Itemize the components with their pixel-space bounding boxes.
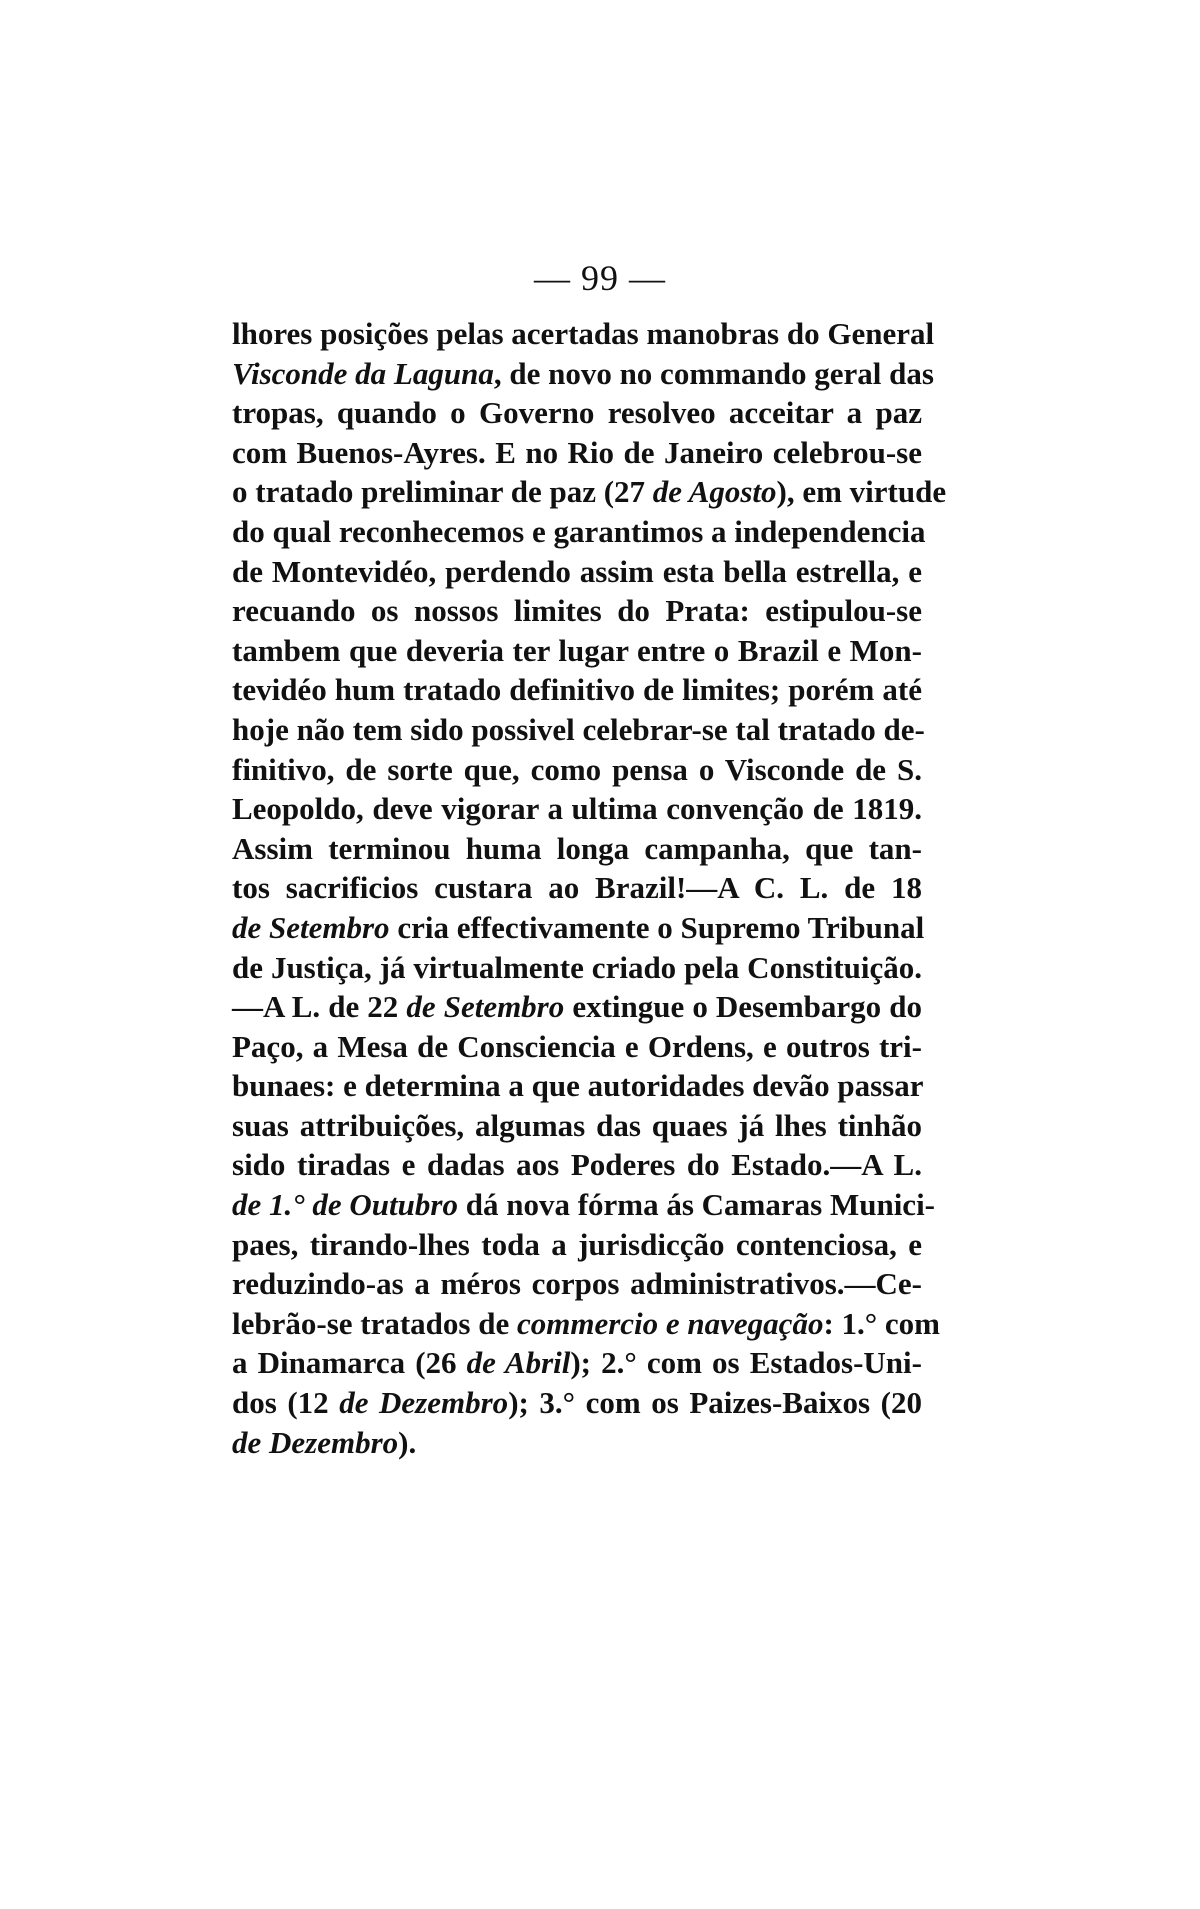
text-segment: reduzindo-as a méros corpos administrativos.—Ce- — [232, 1266, 922, 1302]
text-segment: ); 3.° com os Paizes-Baixos (20 — [508, 1385, 922, 1421]
italic-text: de Setembro — [406, 989, 565, 1025]
italic-text: de Agosto — [652, 474, 777, 510]
text-segment: cria effectivamente o Supremo Tribunal — [389, 909, 925, 945]
text-segment: Assim terminou huma longa campanha, que tan- — [232, 830, 922, 866]
italic-text: de 1.° de Outubro — [232, 1187, 458, 1223]
italic-text: de Dezembro — [232, 1424, 399, 1460]
italic-text: de Setembro — [232, 909, 390, 945]
text-segment: finitivo, de sorte que, como pensa o Visconde de S. — [232, 751, 922, 787]
text-segment: com Buenos-Ayres. E no Rio de Janeiro celebrou-se — [232, 434, 922, 470]
italic-text: commercio e navegação — [516, 1305, 824, 1341]
text-line — [232, 789, 922, 829]
text-segment: : 1.° com — [823, 1305, 941, 1341]
text-segment: extingue o Desembargo do — [564, 989, 922, 1025]
text-segment: paes, tirando-lhes toda a jurisdicção contenciosa, e — [232, 1226, 922, 1262]
text-segment: tropas, quando o Governo resolveo acceitar a paz — [232, 395, 922, 431]
text-segment: sido tiradas e dadas aos Poderes do Estado.—A L. — [232, 1147, 922, 1183]
text-line — [232, 552, 922, 592]
text-line — [232, 1423, 922, 1463]
text-segment: Leopoldo, deve vigorar a ultima convenção de 1819. — [232, 791, 922, 827]
text-segment: dos (12 — [232, 1385, 340, 1421]
text-segment: recuando os nossos limites do Prata: estipulou-se — [232, 593, 922, 629]
text-line — [232, 1225, 922, 1265]
text-line — [232, 512, 926, 552]
text-line — [232, 1027, 922, 1067]
text-line — [232, 670, 922, 710]
text-segment: , de novo no commando geral das — [493, 355, 934, 391]
text-segment: tos sacrificios custara ao Brazil!—A C. L. de 18 — [232, 870, 922, 906]
text-segment: suas attribuições, algumas das quaes já lhes tinhão — [232, 1107, 922, 1143]
text-line — [232, 314, 935, 354]
text-segment: dá nova fórma ás Camaras Munici- — [457, 1187, 936, 1223]
text-line — [232, 1185, 936, 1225]
text-line — [232, 1343, 922, 1383]
text-segment: —A L. de 22 — [232, 989, 407, 1025]
text-line — [232, 354, 934, 394]
body-text — [232, 314, 947, 1462]
text-line — [232, 591, 922, 631]
text-line — [232, 1145, 922, 1185]
text-line — [232, 829, 922, 869]
text-line — [232, 1264, 922, 1304]
text-segment: de Justiça, já virtualmente criado pela Constituição. — [232, 949, 922, 985]
text-segment: de Montevidéo, perdendo assim esta bella estrella, e — [232, 553, 922, 589]
text-line — [232, 750, 922, 790]
italic-text: Visconde da Laguna — [232, 355, 494, 391]
text-segment: ), em virtude — [776, 474, 947, 510]
text-line — [232, 1304, 941, 1344]
text-line — [232, 710, 925, 750]
text-line — [232, 868, 922, 908]
text-line — [232, 393, 922, 433]
text-line — [232, 908, 925, 948]
text-segment: hoje não tem sido possivel celebrar-se tal tratado de- — [232, 711, 925, 747]
page-number: — 99 — — [534, 258, 666, 298]
text-line — [232, 1106, 922, 1146]
text-segment: tevidéo hum tratado definitivo de limites; porém até — [232, 672, 922, 708]
text-segment: a Dinamarca (26 — [232, 1345, 467, 1381]
text-segment: do qual reconhecemos e garantimos a independencia — [232, 513, 926, 549]
text-segment: bunaes: e determina a que autoridades devão passar — [232, 1068, 924, 1104]
text-line — [232, 433, 922, 473]
text-segment: ). — [398, 1424, 417, 1460]
text-segment: lebrão-se tratados de — [232, 1305, 517, 1341]
text-line — [232, 1066, 922, 1106]
text-line — [232, 631, 922, 671]
italic-text: de Abril — [466, 1345, 571, 1381]
text-line — [232, 948, 922, 988]
text-segment: tambem que deveria ter lugar entre o Brazil e Mon- — [232, 632, 922, 668]
text-segment: ); 2.° com os Estados-Uni- — [570, 1345, 922, 1381]
text-segment: lhores posições pelas acertadas manobras do General — [232, 316, 935, 351]
text-segment: Paço, a Mesa de Consciencia e Ordens, e outros tri- — [232, 1028, 922, 1064]
text-line — [232, 1383, 922, 1423]
italic-text: de Dezembro — [339, 1385, 509, 1421]
text-line — [232, 987, 922, 1027]
text-segment: o tratado preliminar de paz (27 — [232, 474, 653, 510]
text-line — [232, 472, 947, 512]
